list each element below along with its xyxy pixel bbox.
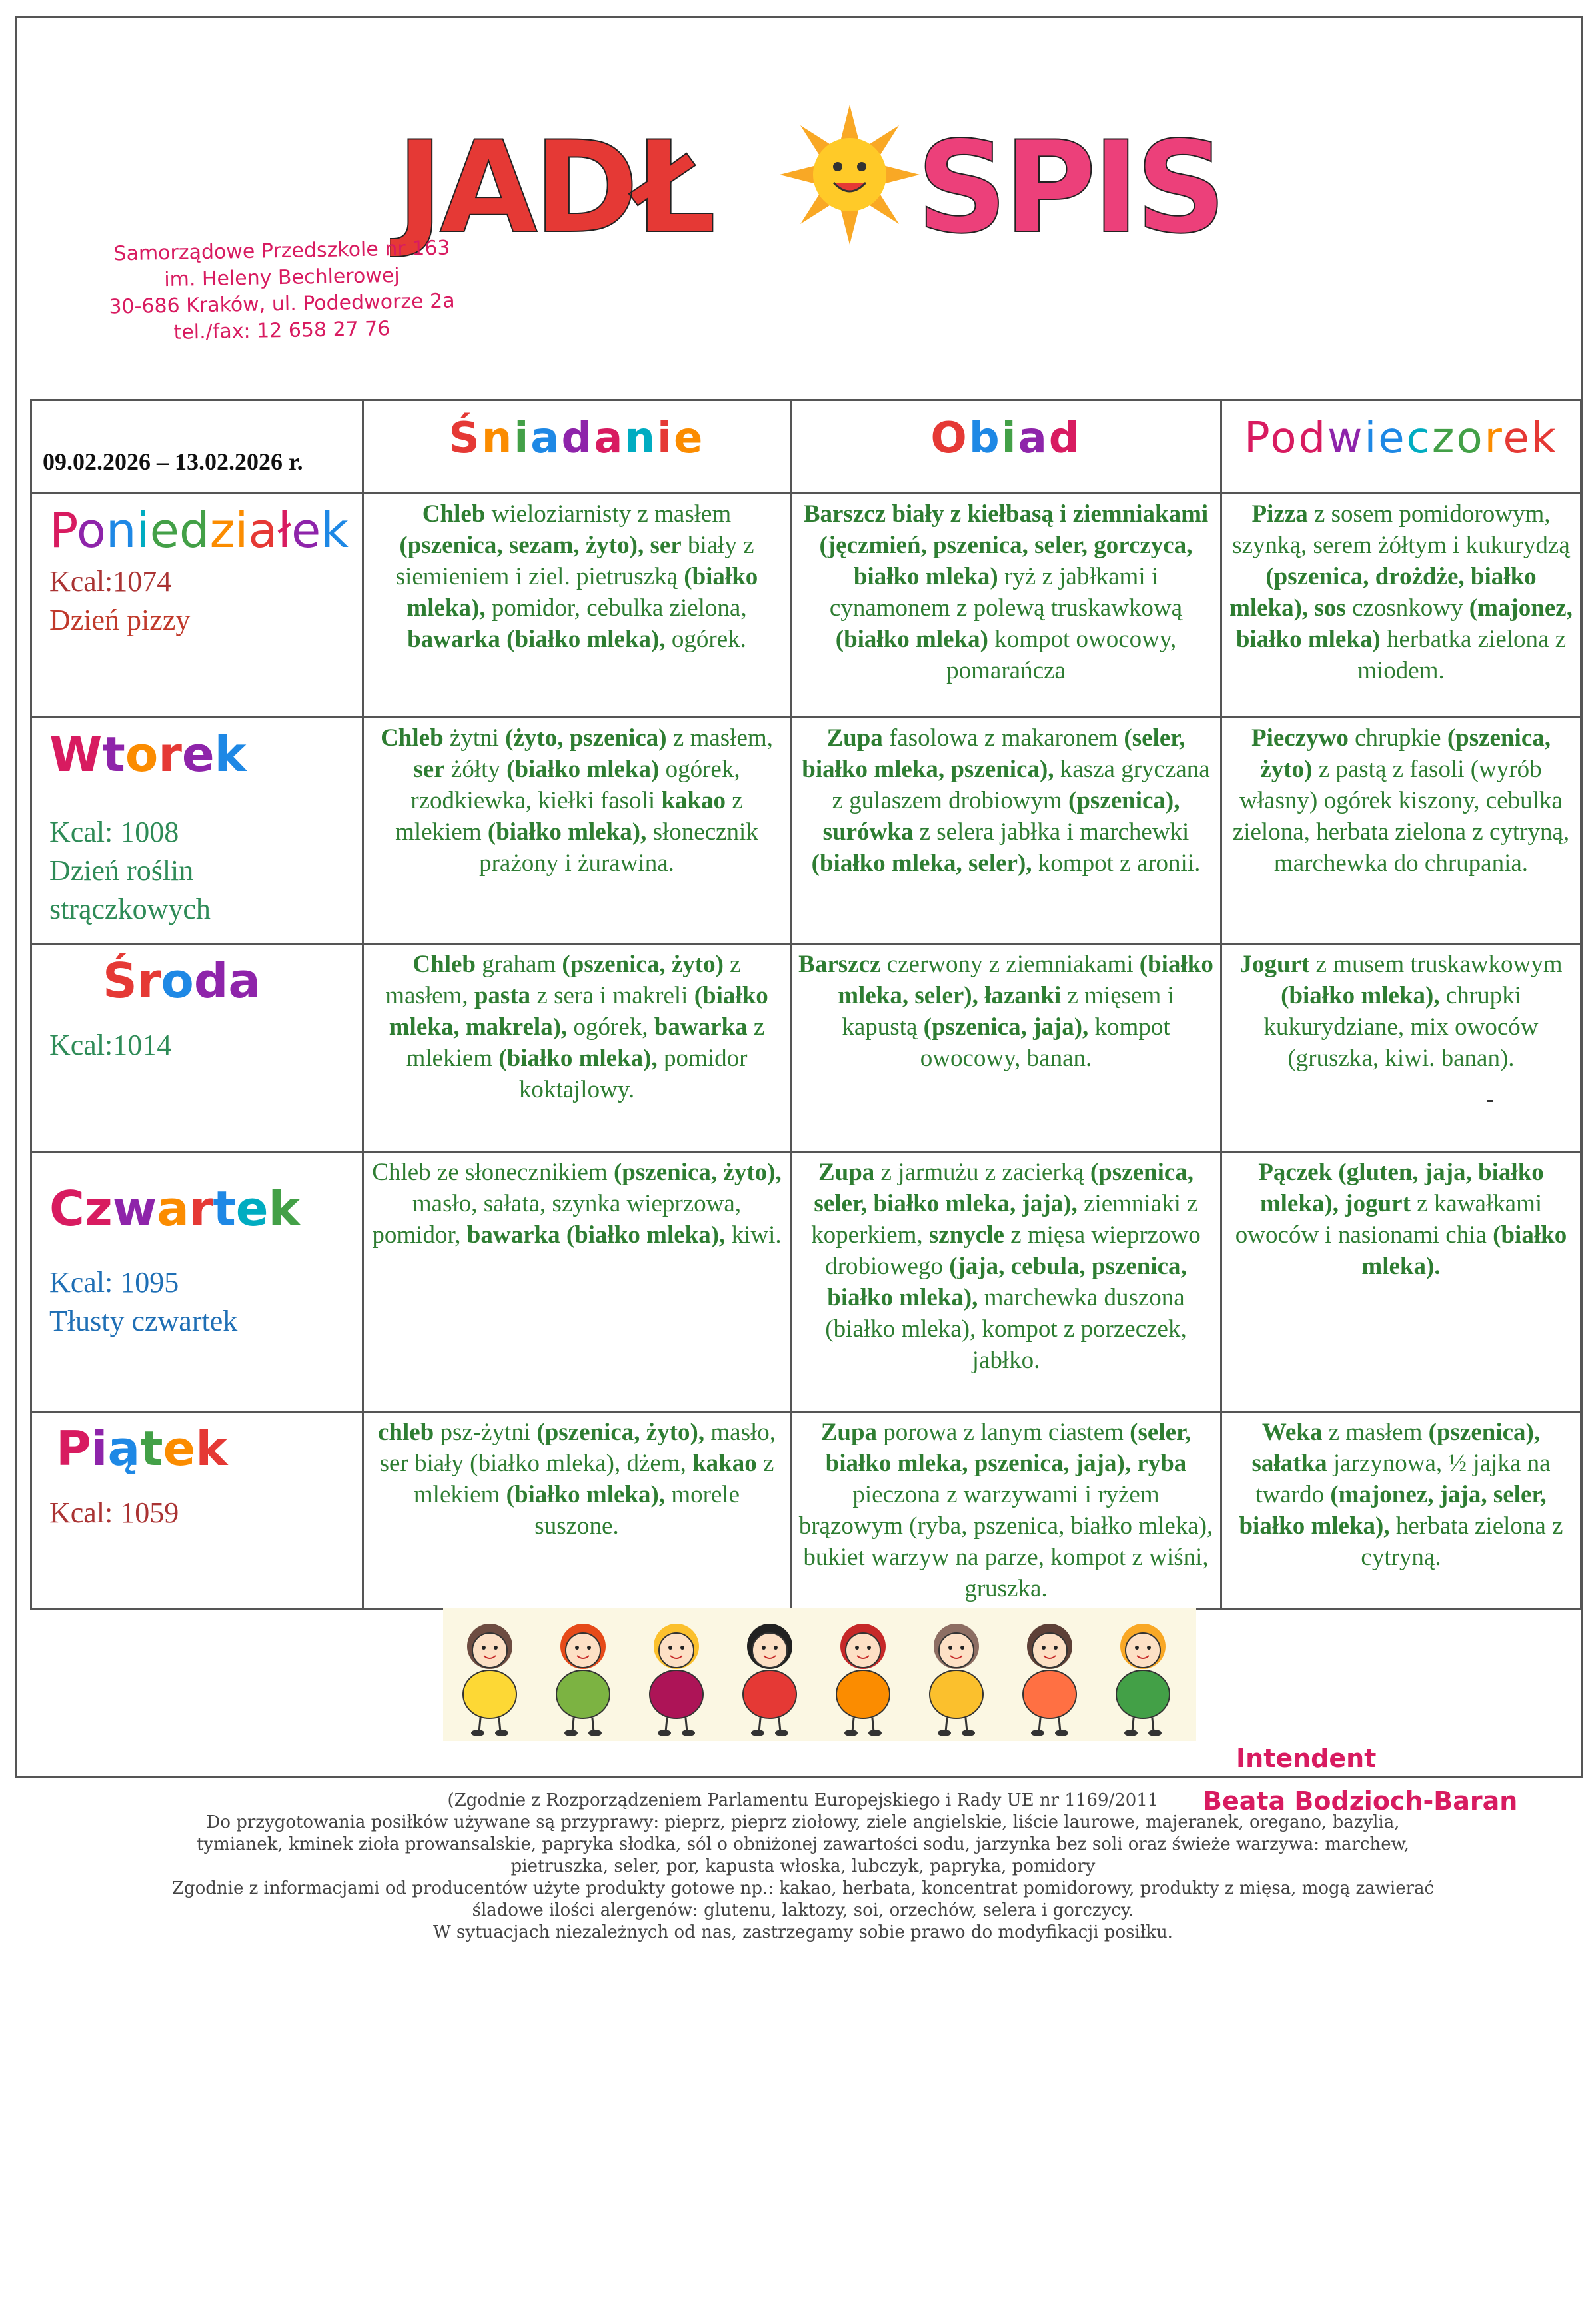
snack-cell: Pieczywo chrupkie (pszenica, żyto) z pastą z fasoli (wyrób własny) ogórek kiszony, cebulka zielona, herbata zielona z cytryną, marchewka do chrupania. xyxy=(1221,718,1581,944)
logo-text-part2: SPIS xyxy=(916,114,1223,258)
day-row-wednesday xyxy=(31,944,1581,1152)
snack-cell: Pączek (gluten, jaja, białko mleka), jogurt z kawałkami owoców i nasionami chia (białko mleka). xyxy=(1221,1152,1581,1412)
footer-line: W sytuacjach niezależnych od nas, zastrzegamy sobie prawo do modyfikacji posiłku. xyxy=(433,1922,1173,1942)
children-fruits-illustration xyxy=(443,1608,1196,1741)
kid-figure xyxy=(743,1624,796,1736)
meal-header-breakfast xyxy=(363,400,791,494)
footer-line: (Zgodnie z Rozporządzeniem Parlamentu Europejskiego i Rady UE nr 1169/2011 xyxy=(447,1790,1159,1810)
snack-cell: Jogurt z musem truskawkowym (białko mleka), chrupki kukurydziane, mix owoców (gruszka, kiwi. banan). xyxy=(1221,944,1581,1152)
intendent-name: Beata Bodzioch-Baran xyxy=(1203,1786,1518,1816)
breakfast-cell: chleb psz-żytni (pszenica, żyto), masło, ser biały (białko mleka), dżem, kakao z mlekiem (białko mleka), morele suszone. xyxy=(363,1412,791,1610)
school-patron: im. Heleny Bechlerowej xyxy=(163,263,400,292)
footer-line: tymianek, kminek zioła prowansalskie, papryka słodka, sól o obniżonej zawartości sodu, jarzynka bez soli oraz świeże warzywa: marchew, xyxy=(196,1834,1410,1854)
kid-figure xyxy=(463,1624,516,1736)
lunch-cell: Zupa porowa z lanym ciastem (seler, białko mleka, pszenica, jaja), ryba pieczona z warzywami i ryżem brązowym (ryba, pszenica, białko mleka), bukiet warzyw na parze, kompot z wiśni, gruszka. xyxy=(791,1412,1221,1610)
stray-mark xyxy=(1487,1100,1493,1102)
kid-figure xyxy=(930,1624,983,1736)
intendent-title: Intendent xyxy=(1236,1744,1377,1773)
footer-line: śladowe ilości alergenów: glutenu, laktozy, soi, orzechów, selera i gorczycy. xyxy=(472,1900,1134,1920)
breakfast-cell: Chleb ze słonecznikiem (pszenica, żyto), masło, sałata, szynka wieprzowa, pomidor, bawarka (białko mleka), kiwi. xyxy=(363,1152,791,1412)
lunch-cell: Zupa fasolowa z makaronem (seler, białko mleka, pszenica), kasza gryczana z gulaszem drobiowym (pszenica), surówka z selera jabłka i marchewki (białko mleka, seler), kompot z aronii. xyxy=(791,718,1221,944)
day-row-tuesday xyxy=(31,718,1581,944)
school-street: 30-686 Kraków, ul. Podedworze 2a xyxy=(109,289,455,319)
breakfast-cell: Chleb graham (pszenica, żyto) z masłem, pasta z sera i makreli (białko mleka, makrela), ogórek, bawarka z mlekiem (białko mleka), pomidor koktajlowy. xyxy=(363,944,791,1152)
day-row-friday xyxy=(31,1412,1581,1610)
day-name: Środa xyxy=(103,953,261,1009)
header-row xyxy=(31,400,1581,494)
day-cell xyxy=(31,494,363,718)
lunch-cell: Barszcz biały z kiełbasą i ziemniakami (jęczmień, pszenica, seler, gorczyca, białko mleka) ryż z jabłkami i cynamonem z polewą truskawkową (białko mleka) kompot owocowy, pomarańcza xyxy=(791,494,1221,718)
breakfast-cell: Chleb żytni (żyto, pszenica) z masłem, ser żółty (białko mleka) ogórek, rzodkiewka, kiełki fasoli kakao z mlekiem (białko mleka), słonecznik prażony i żurawina. xyxy=(363,718,791,944)
day-kcal: Kcal:1014 xyxy=(49,1029,172,1061)
allergen-footer xyxy=(153,1790,1453,1944)
meal-header-label: Obiad xyxy=(930,414,1082,463)
day-row-thursday xyxy=(31,1152,1581,1412)
snack-cell: Pizza z sosem pomidorowym, szynką, serem żółtym i kukurydzą (pszenica, drożdże, białko mleka), sos czosnkowy (majonez, białko mleka) herbatka zielona z miodem. xyxy=(1221,494,1581,718)
day-note: Tłusty czwartek xyxy=(49,1305,238,1337)
day-kcal: Kcal: 1059 xyxy=(49,1496,179,1529)
day-name: Poniedziałek xyxy=(49,502,349,558)
day-name: Wtorek xyxy=(49,726,247,782)
day-cell xyxy=(31,1412,363,1610)
snack-cell: Weka z masłem (pszenica), sałatka jarzynowa, ½ jajka na twardo (majonez, jaja, seler, białko mleka), herbata zielona z cytryną. xyxy=(1221,1412,1581,1610)
day-name: Piątek xyxy=(56,1421,228,1476)
day-cell xyxy=(31,1152,363,1412)
kid-figure xyxy=(556,1624,610,1736)
school-address xyxy=(75,238,488,344)
menu-table xyxy=(30,399,1582,1610)
day-kcal: Kcal:1074 xyxy=(49,565,172,598)
meal-header-label: Podwieczorek xyxy=(1244,414,1558,463)
school-name: Samorządowe Przedszkole nr 163 xyxy=(113,236,450,266)
kid-figure xyxy=(836,1624,890,1736)
meal-header-label: Śniadanie xyxy=(448,414,705,463)
kid-figure xyxy=(1023,1624,1076,1736)
footer-line: pietruszka, seler, por, kapusta włoska, lubczyk, papryka, pomidory xyxy=(510,1856,1096,1876)
day-note: Dzień pizzy xyxy=(49,604,191,636)
lunch-cell: Zupa z jarmużu z zacierką (pszenica, seler, białko mleka, jaja), ziemniaki z koperkiem, sznycle z mięsa wieprzowo drobiowego (jaja, cebula, pszenica, białko mleka), marchewka duszona (białko mleka), kompot z porzeczek, jabłko. xyxy=(791,1152,1221,1412)
smiling-sun-icon xyxy=(780,105,920,245)
kid-figure xyxy=(650,1624,703,1736)
kid-figure xyxy=(1116,1624,1170,1736)
date-range: 09.02.2026 – 13.02.2026 r. xyxy=(31,400,363,494)
day-kcal: Kcal: 1095 xyxy=(49,1266,179,1299)
footer-line: Do przygotowania posiłków używane są przyprawy: pieprz, pieprz ziołowy, ziele angielskie, liście laurowe, majeranek, oregano, bazylia, xyxy=(206,1812,1400,1832)
day-cell xyxy=(31,944,363,1152)
logo-text-part1: JADŁ xyxy=(397,114,712,258)
footer-line: Zgodnie z informacjami od producentów użyte produkty gotowe np.: kakao, herbata, koncentrat pomidorowy, produkty z mięsa, mogą zawierać xyxy=(171,1878,1435,1898)
lunch-cell: Barszcz czerwony z ziemniakami (białko mleka, seler), łazanki z mięsem i kapustą (pszenica, jaja), kompot owocowy, banan. xyxy=(791,944,1221,1152)
day-kcal: Kcal: 1008 xyxy=(49,816,179,848)
meal-header-snack xyxy=(1221,400,1581,494)
breakfast-cell: Chleb wieloziarnisty z masłem (pszenica, sezam, żyto), ser biały z siemieniem i ziel. pietruszką (białko mleka), pomidor, cebulka zielona, bawarka (białko mleka), ogórek. xyxy=(363,494,791,718)
day-name: Czwartek xyxy=(49,1181,301,1237)
meal-header-lunch xyxy=(791,400,1221,494)
day-row-monday xyxy=(31,494,1581,718)
school-phone: tel./fax: 12 658 27 76 xyxy=(173,317,391,344)
jadlospis-logo xyxy=(390,105,1269,258)
day-cell xyxy=(31,718,363,944)
day-note: Dzień roślin strączkowych xyxy=(49,854,211,925)
